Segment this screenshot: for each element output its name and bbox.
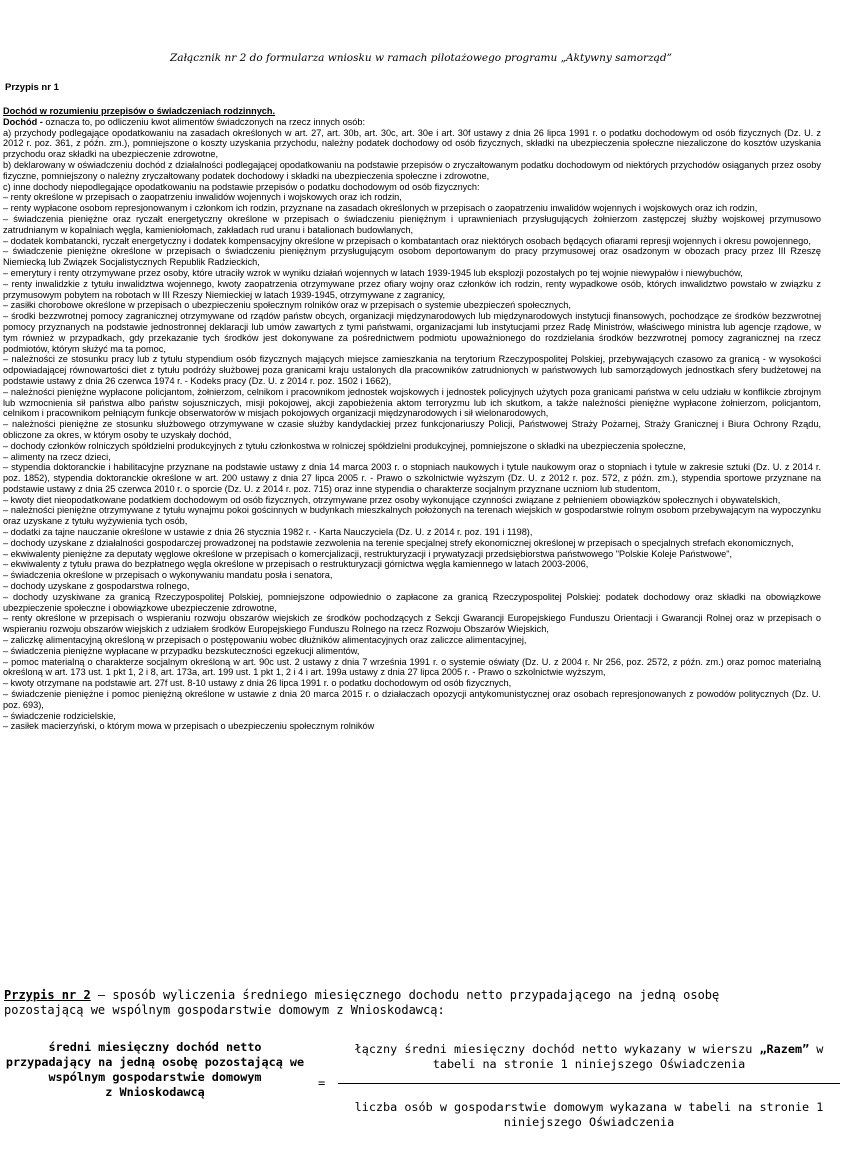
income-item: – alimenty na rzecz dzieci, <box>3 451 111 462</box>
footnote-2-text: – sposób wyliczenia średniego miesięcznego dochodu netto przypadającego na jedną osobę pozostającą we wspólnym gospodarstwie domowym z Wnioskodawcą: <box>4 988 720 1017</box>
income-item: a) przychody podlegające opodatkowaniu na zasadach określonych w art. 27, art. 30b, art. 30c, art. 30e i art. 30f ustawy z dnia 26 lipca 1991 r. o podatku dochodowym od osób fizycznych (Dz. U. z 2012 r. poz. 361, z późn. zm.), pomniejszone o koszty uzyskania przychodu, należny podatek dochodowy od osób fizycznych, składki na ubezpieczenia społeczne niezaliczone do kosztów uzyskania przychodu oraz składki na ubezpieczenie zdrowotne, <box>3 127 821 160</box>
income-item: – świadczenia pieniężne oraz ryczałt energetyczny określone w przepisach o świadczeniu pieniężnym i uprawnieniach przysługujących żołnierzom zastępczej służby wojskowej przymusowo zatrudnianym w kopalniach węgla, kamieniołomach, zakładach rud uranu i batalionach budowlanych, <box>3 213 821 235</box>
income-item: – emerytury i renty otrzymywane przez osoby, które utraciły wzrok w wyniku działań wojennych w latach 1939-1945 lub eksplozji pozostałych po tej wojnie niewypałów i niewybuchów, <box>3 267 743 278</box>
document-title: Załącznik nr 2 do formularza wniosku w ramach pilotażowego programu „Aktywny samorząd” <box>170 52 672 64</box>
numerator-text-after: w tabeli na stronie 1 niniejszego Oświadczenia <box>432 1042 824 1071</box>
income-item: – renty określone w przepisach o zaopatrzeniu inwalidów wojennych i wojskowych oraz ich rodzin, <box>3 192 402 203</box>
definition-lead: Dochód - <box>3 116 43 127</box>
formula-left-line: przypadający na jedną osobę pozostającą we <box>5 1055 305 1069</box>
numerator-bold-text: „Razem” <box>759 1042 810 1056</box>
income-item: – należności pieniężne ze stosunku służbowego otrzymywane w czasie służby kandydackiej przez funkcjonariuszy Policji, Państwowej Straży Pożarnej, Straży Granicznej i Biura Ochrony Rządu, obliczone za okres, w którym osoby te uzyskały dochód, <box>3 419 821 440</box>
income-item: – dochody członków rolniczych spółdzielni produkcyjnych z tytułu członkostwa w rolniczej spółdzielni produkcyjnej, pomniejszone o składki na ubezpieczenia społeczne, <box>3 440 686 451</box>
formula-left-line: średni miesięczny dochód netto <box>48 1040 262 1054</box>
income-item: – świadczenia pieniężne wypłacane w przypadku bezskuteczności egzekucji alimentów, <box>3 645 360 656</box>
income-item: – dodatki za tajne nauczanie określone w ustawie z dnia 26 stycznia 1982 r. - Karta Nauczyciela (Dz. U. z 2014 r. poz. 191 i 1198), <box>3 527 533 538</box>
income-item: – zasiłki chorobowe określone w przepisach o ubezpieczeniu społecznym rolników oraz w przepisach o systemie ubezpieczeń społecznych, <box>3 300 571 311</box>
formula-denominator: liczba osób w gospodarstwie domowym wykazana w tabeli na stronie 1 niniejszego Oświadczenia <box>354 1100 824 1129</box>
income-item: – świadczenie pieniężne określone w przepisach o świadczeniu pieniężnym przysługującym osobom deportowanym do pracy przymusowej oraz osadzonym w obozach pracy przez III Rzeszę Niemiecką lub Związek Socjalistycznych Republik Radzieckich, <box>3 246 821 268</box>
definition-rest: oznacza to, po odliczeniu kwot alimentów świadczonych na rzecz innych osób: <box>42 116 366 127</box>
income-item: – pomoc materialną o charakterze socjalnym określoną w art. 90c ust. 2 ustawy z dnia 7 września 1991 r. o systemie oświaty (Dz. U. z 2004 r. Nr 256, poz. 2572, z późn. zm.) oraz pomoc materialną określoną w art. 173 ust. 1 pkt 1, 2 i 8, art. 173a, art. 199 ust. 1 pkt 1, 2 i 4 i art. 199a ustawy z dnia 27 lipca 2005 r. - Prawo o szkolnictwie wyższym, <box>3 656 821 678</box>
income-item: – kwoty diet nieopodatkowane podatkiem dochodowym od osób fizycznych, otrzymywane przez osoby wykonujące czynności związane z pełnieniem obowiązków społecznych i obywatelskich, <box>3 494 781 505</box>
income-item: – świadczenie pieniężne i pomoc pieniężną określone w ustawie z dnia 20 marca 2015 r. o działaczach opozycji antykomunistycznej oraz osobach represjonowanych z powodów politycznych (Dz. U. poz. 693), <box>3 689 821 710</box>
formula-left-line: wspólnym gospodarstwie domowym <box>48 1070 262 1084</box>
income-item: – dodatek kombatancki, ryczałt energetyczny i dodatek kompensacyjny określone w przepisach o kombatantach oraz niektórych osobach będących ofiarami represji wojennych i okresu powojennego, <box>3 235 811 246</box>
income-definition-heading: Dochód w rozumieniu przepisów o świadczeniach rodzinnych. <box>3 106 276 116</box>
footnote-1-label: Przypis nr 1 <box>5 82 59 93</box>
income-item: – kwoty otrzymane na podstawie art. 27f ust. 8-10 ustawy z dnia 26 lipca 1991 r. o podatku dochodowym od osób fizycznych, <box>3 678 512 689</box>
income-item: – środki bezzwrotnej pomocy zagranicznej otrzymywane od rządów państw obcych, organizacji międzynarodowych lub międzynarodowych instytucji finansowych, pochodzące ze środków bezzwrotnej pomocy przyznanych na podstawie jednostronnej deklaracji lub umów zawartych z tymi państwami, organizacjami lub instytucjami przez Radę Ministrów, właściwego ministra lub agencje rządowe, w tym również w przypadkach, gdy przekazanie tych środków jest dokonywane za pośrednictwem podmiotu upoważnionego do rozdzielania środków bezzwrotnej pomocy zagranicznej na rzecz podmiotów, którym służyć ma ta pomoc, <box>3 311 821 354</box>
income-item: – należności pieniężne otrzymywane z tytułu wynajmu pokoi gościnnych w budynkach mieszkalnych położonych na terenach wiejskich w gospodarstwie rolnym osobom przebywającym na wypoczynku oraz uzyskane z tytułu wyżywienia tych osób, <box>3 505 821 527</box>
formula-numerator <box>336 1042 842 1072</box>
income-item: – stypendia doktoranckie i habilitacyjne przyznane na podstawie ustawy z dnia 14 marca 2003 r. o stopniach naukowych i tytule naukowym oraz o stopniach i tytule w zakresie sztuki (Dz. U. z 2014 r. poz. 1852), stypendia doktoranckie określone w art. 200 ustawy z dnia 27 lipca 2005 r. - Prawo o szkolnictwie wyższym (Dz. U. z 2012 r. poz. 572, z późn. zm.), stypendia sportowe przyznane na podstawie ustawy z dnia 25 czerwca 2010 r. o sporcie (Dz. U. z 2014 r. poz. 715) oraz inne stypendia o charakterze socjalnym przyznane uczniom lub studentom, <box>3 462 821 494</box>
income-item: c) inne dochody niepodlegające opodatkowaniu na podstawie przepisów o podatku dochodowym od osób fizycznych: <box>3 181 480 192</box>
income-item: – zaliczkę alimentacyjną określoną w przepisach o postępowaniu wobec dłużników alimentacyjnych oraz zaliczce alimentacyjnej, <box>3 635 527 646</box>
footnote-1-body <box>3 106 821 732</box>
formula-left-side <box>0 1040 310 1100</box>
income-item: – zasiłek macierzyński, o którym mowa w przepisach o ubezpieczeniu społecznym rolników <box>3 721 375 732</box>
income-item: – renty wypłacone osobom represjonowanym i członkom ich rodzin, przyznane na zasadach określonych w przepisach o zaopatrzeniu inwalidów wojennych i wojskowych oraz ich rodzin, <box>3 203 758 214</box>
income-item: – dochody uzyskiwane za granicą Rzeczypospolitej Polskiej, pomniejszone odpowiednio o zapłacone za granicą Rzeczypospolitej Polskiej: podatek dochodowy oraz składki na obowiązkowe ubezpieczenie społeczne i obowiązkowe ubezpieczenie zdrowotne, <box>3 591 821 613</box>
formula-left-line: z Wnioskodawcą <box>105 1085 205 1099</box>
fraction-line <box>338 1083 840 1084</box>
income-item: – dochody uzyskane z działalności gospodarczej prowadzonej na podstawie zezwolenia na terenie specjalnej strefy ekonomicznej określonej w przepisach o specjalnych strefach ekonomicznych, <box>3 537 794 548</box>
formula-equals-sign: = <box>318 1076 326 1090</box>
income-item: – ekwiwalenty z tytułu prawa do bezpłatnego węgla określone w przepisach o restrukturyzacji górnictwa węgla kamiennego w latach 2003-2006, <box>3 559 589 570</box>
income-item: – należności ze stosunku pracy lub z tytułu stypendium osób fizycznych mających miejsce zamieszkania na terytorium Rzeczypospolitej Polskiej, przebywających czasowo za granicą - w wysokości odpowiadającej równowartości diet z tytułu podróży służbowej poza granicami kraju ustalonych dla pracowników zatrudnionych w państwowych lub samorządowych jednostkach sfery budżetowej na podstawie ustawy z dnia 26 czerwca 1974 r. - Kodeks pracy (Dz. U. z 2014 r. poz. 1502 i 1662), <box>3 354 821 386</box>
income-item: – świadczenie rodzicielskie, <box>3 710 116 721</box>
footnote-2-paragraph <box>4 988 804 1018</box>
income-items-list <box>3 128 821 733</box>
income-item: b) deklarowany w oświadczeniu dochód z działalności podlegającej opodatkowaniu na podstawie przepisów o zryczałtowanym podatku dochodowym od niektórych przychodów osiąganych przez osoby fizyczne, pomniejszony o należny zryczałtowany podatek dochodowy i składki na ubezpieczenia społeczne i zdrowotne, <box>3 159 821 181</box>
income-item: – renty określone w przepisach o wspieraniu rozwoju obszarów wiejskich ze środków pochodzących z Sekcji Gwarancji Europejskiego Funduszu Orientacji i Gwarancji Rolnej oraz w przepisach o wspieraniu rozwoju obszarów wiejskich z udziałem środków Europejskiego Funduszu Rolnego na rzecz Rozwoju Obszarów Wiejskich, <box>3 613 821 635</box>
income-item: – ekwiwalenty pieniężne za deputaty węglowe określone w przepisach o komercjalizacji, restrukturyzacji i prywatyzacji przedsiębiorstwa państwowego "Polskie Koleje Państwowe", <box>3 548 733 559</box>
income-definition-intro <box>3 117 821 128</box>
income-item: – świadczenia określone w przepisach o wykonywaniu mandatu posła i senatora, <box>3 570 333 581</box>
income-item: – dochody uzyskane z gospodarstwa rolnego, <box>3 581 190 592</box>
income-item: – renty inwalidzkie z tytułu inwalidztwa wojennego, kwoty zaopatrzenia otrzymywane przez ofiary wojny oraz członków ich rodzin, renty wypadkowe osób, których inwalidztwo powstało w związku z przymusowym pobytem na robotach w III Rzeszy Niemieckiej w latach 1939-1945, otrzymywane z zagranicy, <box>3 278 821 300</box>
income-item: – należności pieniężne wypłacone policjantom, żołnierzom, celnikom i pracownikom jednostek wojskowych i jednostek policyjnych użytych poza granicami państwa w celu udziału w konflikcie zbrojnym lub wzmocnienia sił państwa albo państw sojuszniczych, misji pokojowej, akcji zapobieżenia aktom terroryzmu lub ich skutkom, a także należności pieniężne wypłacone żołnierzom, policjantom, celnikom i pracownikom pełniącym funkcje obserwatorów w misjach pokojowych organizacji międzynarodowych i sił wielonarodowych, <box>3 386 821 419</box>
numerator-text-before: łączny średni miesięczny dochód netto wykazany w wierszu <box>354 1042 760 1056</box>
footnote-2-label: Przypis nr 2 <box>4 988 91 1002</box>
